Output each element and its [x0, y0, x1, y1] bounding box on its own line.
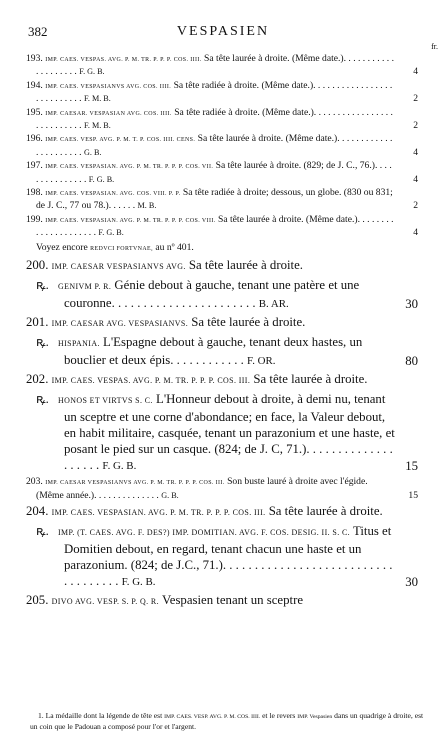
price: 2	[413, 93, 418, 105]
page-number: 382	[28, 24, 48, 39]
catalogue-entry: 200. IMP. CAESAR VESPASIANVS AVG. Sa tête laurée à droite.	[26, 258, 303, 273]
price: 4	[413, 146, 418, 158]
catalogue-entry: 194. IMP. CAES. VESPASIANVS AVG. COS. IIII. Sa tête radiée à droite. (Même date.). . . . . . . . . . . . . . . . . . . . . . . . . . . F. M. B. 2	[26, 79, 418, 105]
reverse-symbol: ꝶ.	[36, 278, 49, 293]
catalogue-entry: 203. IMP. CAESAR VESPASIANVS AVG. P. M. TR. P. P. P. COS. III. Son buste lauré à droite avec l'égide. (Même année.). . . . . . . . . . . . . . G. B. 15	[26, 476, 418, 501]
page-header	[24, 24, 422, 40]
price: 2	[413, 200, 418, 212]
cross-reference-note: Voyez encore REDVCI FORTVNAE, au nº 401.	[36, 241, 194, 253]
catalogue-entry: 193. IMP. CAES. VESPAS. AVG. P. M. TR. P. P. P. COS. IIII. Sa tête laurée à droite. (Même date.). . . . . . . . . . . . . . . . . . . . F. G. B. 4	[26, 53, 418, 78]
price: 15	[405, 459, 418, 474]
catalogue-entry: 202. IMP. CAES. VESPAS. AVG. P. M. TR. P. P. P. COS. III. Sa tête laurée à droite.	[26, 372, 368, 387]
running-title: VESPASIEN	[176, 24, 270, 39]
reverse-description: ꝶ. HISPANIA. L'Espagne debout à gauche, tenant deux hastes, un bouclier et deux épis. . . . . . . . . . . . F. OR. 80	[36, 335, 418, 369]
price: 30	[405, 574, 418, 589]
reverse-description: ꝶ. GENIVM P. R. Génie debout à gauche, tenant une patère et une couronne. . . . . . . . . . . . . . . . . . . . . . . B. AR. 30	[36, 278, 418, 312]
reverse-symbol: ꝶ.	[36, 392, 49, 407]
price: 4	[413, 173, 418, 185]
reverse-symbol: ꝶ.	[36, 523, 49, 538]
price: 4	[413, 227, 418, 239]
catalogue-entry: 195. IMP. CAESAR. VESPASIAN AVG. COS. IIII. Sa tête radiée à droite. (Même date.). . . . . . . . . . . . . . . . . . . . . . . . . . . F. M. B. 2	[26, 106, 418, 132]
catalogue-entries	[26, 53, 418, 612]
catalogue-entry: 198. IMP. CAES. VESPASIAN. AVG. COS. VIII. P. P. Sa tête radiée à droite; dessous, un globe. (830 ou 831; de J. C., 77 ou 78.). . . . . . M. B. 2	[26, 187, 418, 212]
catalogue-entry: 196. IMP. CAES. VESP. AVG. P. M. T. P. COS. IIII. CENS. Sa tête laurée à droite. (Même date.). . . . . . . . . . . . . . . . . . . . . . G. B. 4	[26, 133, 418, 158]
catalogue-entry: 197. IMP. CAES. VESPASIAN. AVG. P. M. TR. P. P. P. COS. VII. Sa tête laurée à droite. (829; de J. C., 76.). . . . . . . . . . . . . . . F. G. B. 4	[26, 160, 418, 185]
catalogue-entry: 205. DIVO AVG. VESP. S. P. Q. R. Vespasien tenant un sceptre	[26, 592, 304, 607]
price: 15	[408, 489, 418, 501]
catalogue-entry: 204. IMP. CAES. VESPASIAN. AVG. P. M. TR. P. P. P. COS. III. Sa tête laurée à droite.	[26, 503, 383, 518]
catalogue-entry: 201. IMP. CAESAR AVG. VESPASIANVS. Sa tête laurée à droite.	[26, 315, 306, 330]
price: 80	[405, 354, 418, 369]
reverse-description: ꝶ. HONOS ET VIRTVS S. C. L'Honneur debout à droite, à demi nu, tenant un sceptre et une corne d'abondance; en face, la Valeur debout, en habit militaire, casquée, tenant un parazonium et une haste, et posant le pied sur un casque. (824; de J. C, 71.). . . . . . . . . . . . . . . . . . . . F. G. B. 15	[36, 392, 418, 474]
footnote: 1. La médaille dont la légende de tête est IMP. CAES. VESP. AVG. P. M. COS. IIII. et le revers IMP. Vespasien dans un quadrige à droite, est un coin que le Padouan a composé pour l'or et l'argent.	[30, 711, 424, 731]
price-column-head: fr.	[431, 42, 438, 51]
price: 2	[413, 120, 418, 132]
price: 4	[413, 66, 418, 78]
price: 30	[405, 297, 418, 312]
reverse-symbol: ꝶ.	[36, 335, 49, 350]
catalogue-entry: 199. IMP. CAES. VESPASIAN. AVG. P. M. TR. P. P. P. COS. VIII. Sa tête laurée à droite. (Même date.). . . . . . . . . . . . . . . . . . . . . F. G. B. 4	[26, 213, 418, 239]
reverse-description: ꝶ. IMP. (T. CAES. AVG. F. DES?) IMP. DOMITIAN. AVG. F. COS. DESIG. II. S. C. Titus et Domitien debout, en regard, tenant chacun une haste et un parazonium. (824; de J.C., 71.). . . . . . . . . . . . . . . . . . . . . . . . . . . . . . . . . . . . F. G. B. 30	[36, 523, 418, 589]
